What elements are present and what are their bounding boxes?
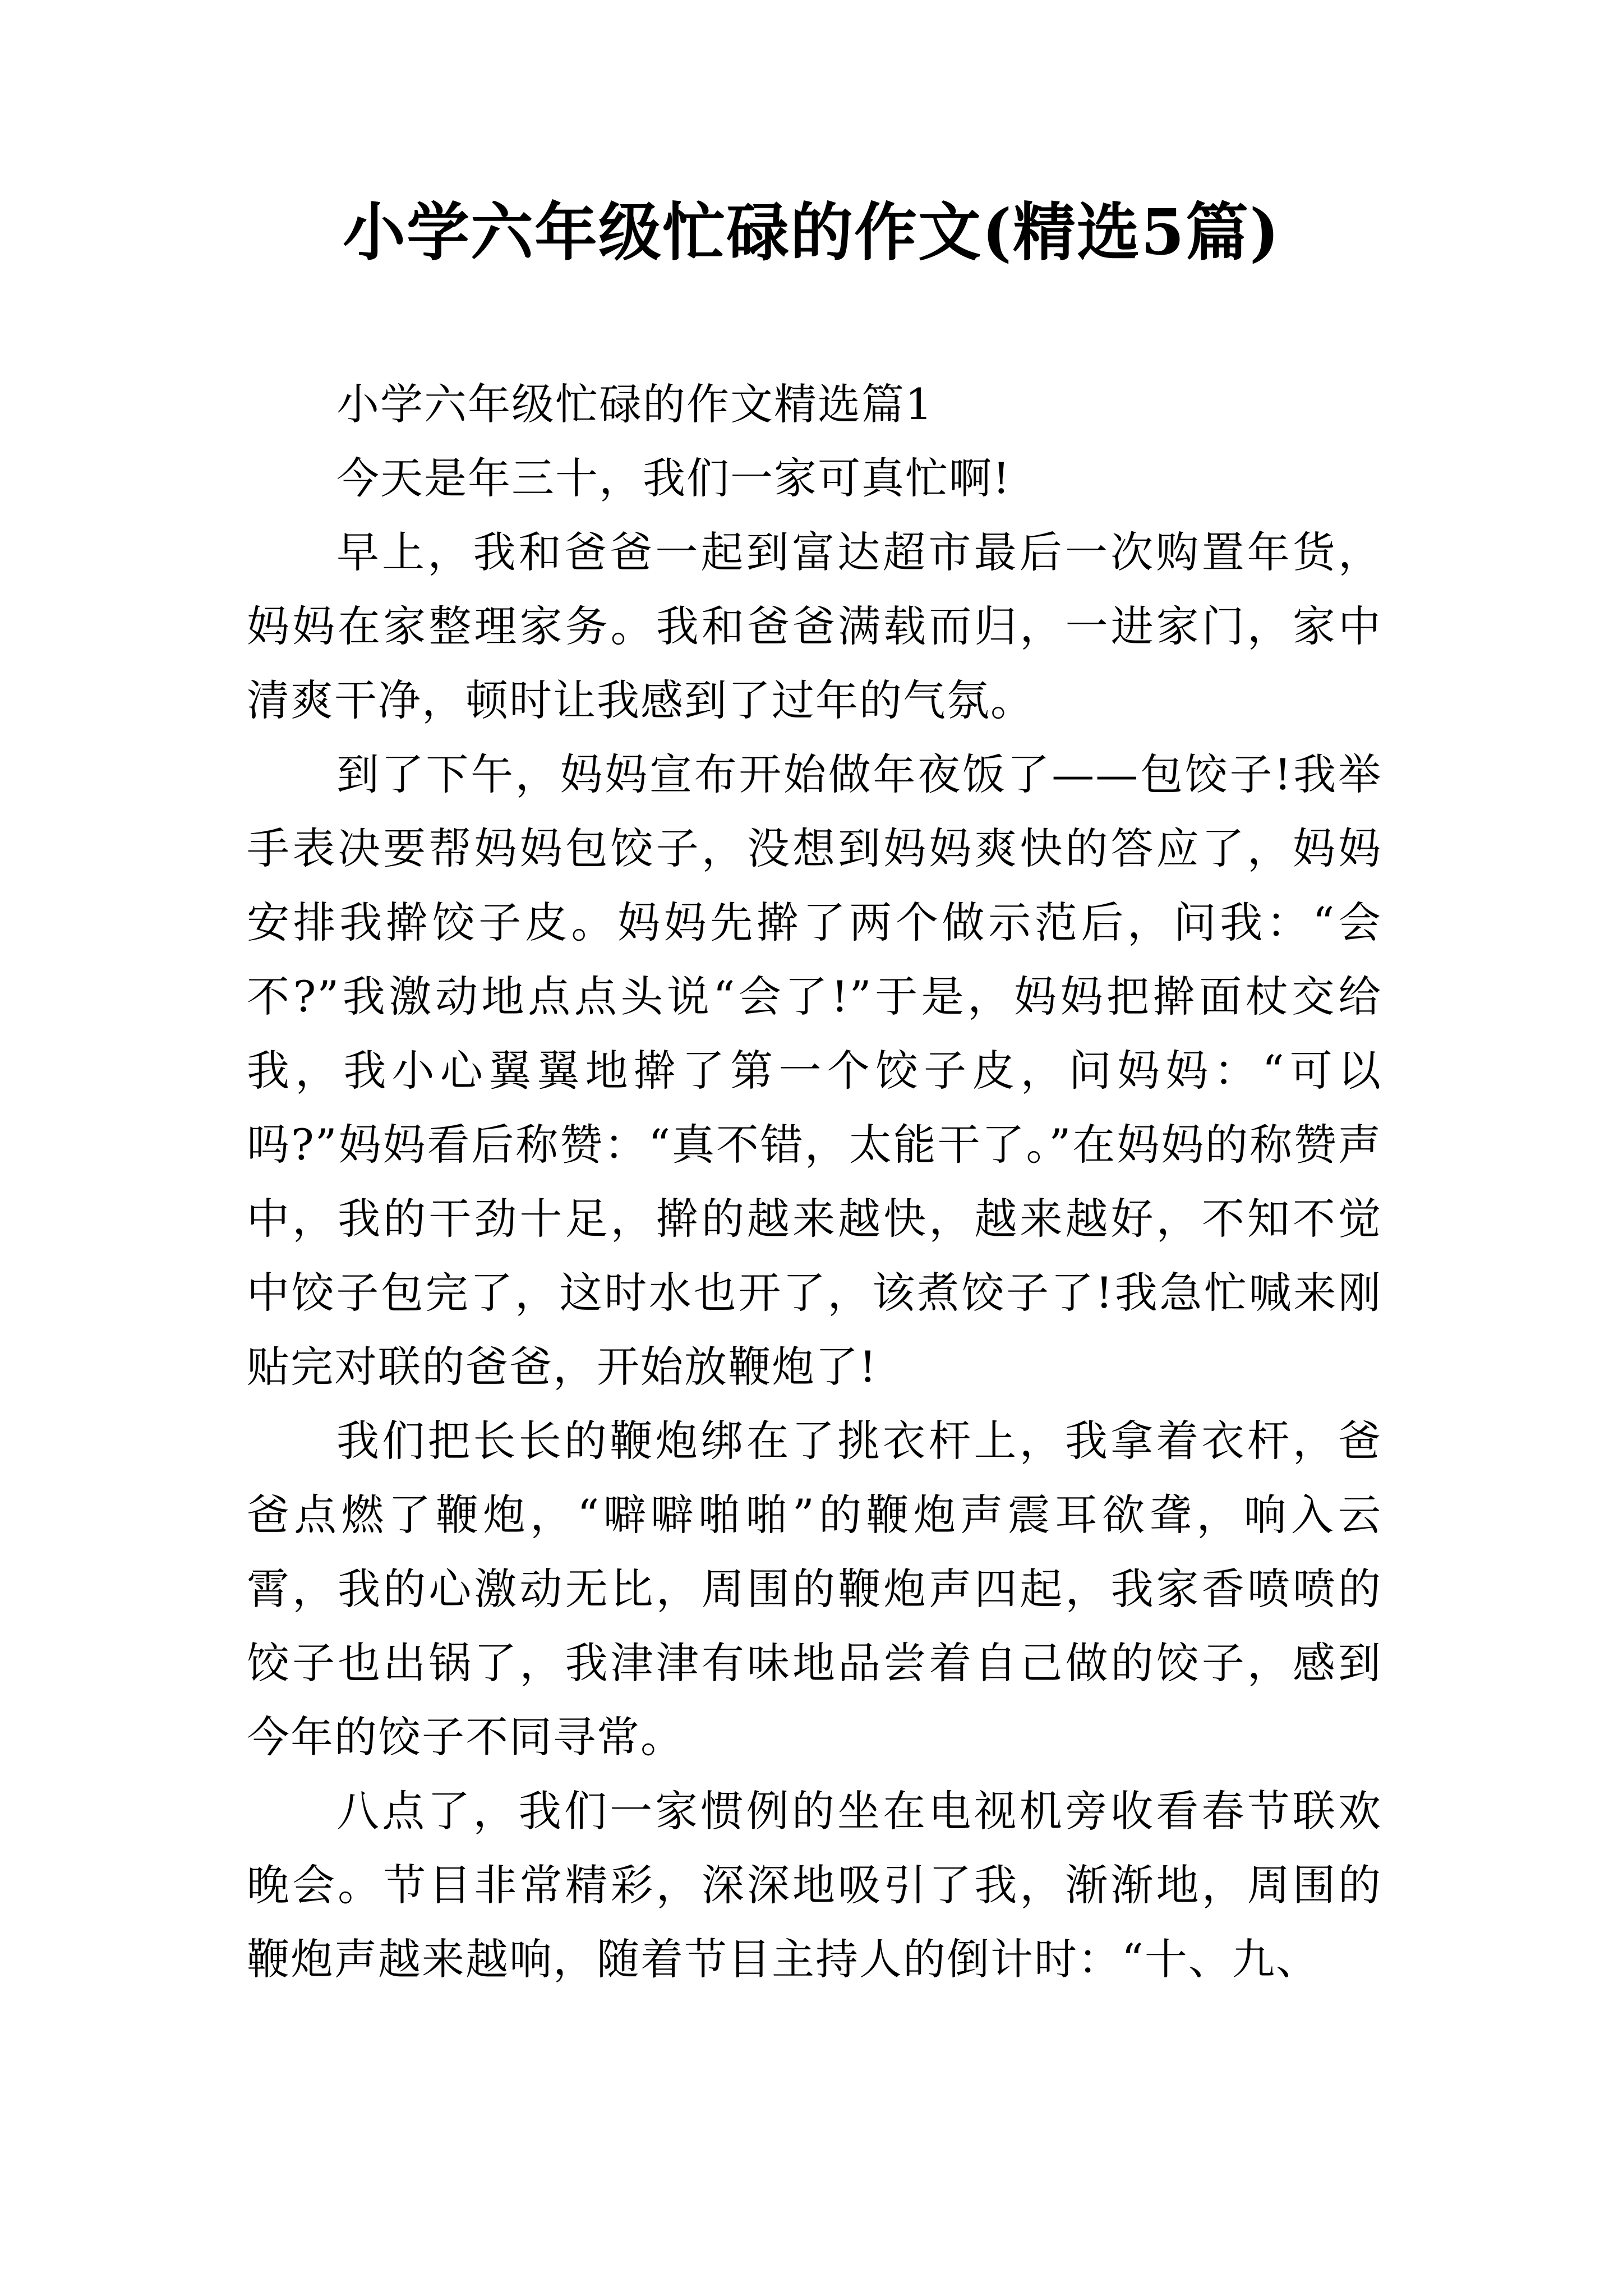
document-title: 小学六年级忙碌的作文(精选5篇) xyxy=(343,196,1280,269)
paragraph: 我们把长长的鞭炮绑在了挑衣杆上，我拿着衣杆，爸爸点燃了鞭炮，“噼噼啪啪”的鞭炮声震耳欲聋，响入云霄，我的心激动无比，周围的鞭炮声四起，我家香喷喷的饺子也出锅了，我津津有味地品尝着自己做的饺子，感到今年的饺子不同寻常。 xyxy=(247,1416,1382,1762)
paragraph: 到了下午，妈妈宣布开始做年夜饭了——包饺子!我举手表决要帮妈妈包饺子，没想到妈妈爽快的答应了，妈妈安排我擀饺子皮。妈妈先擀了两个做示范后，问我：“会不?”我激动地点点头说“会了!”于是，妈妈把擀面杖交给我，我小心翼翼地擀了第一个饺子皮，问妈妈：“可以吗?”妈妈看后称赞：“真不错，太能干了。”在妈妈的称赞声中，我的干劲十足，擀的越来越快，越来越好，不知不觉中饺子包完了，这时水也开了，该煮饺子了!我急忙喊来刚贴完对联的爸爸，开始放鞭炮了! xyxy=(247,749,1382,1392)
paragraph: 八点了，我们一家惯例的坐在电视机旁收看春节联欢晚会。节目非常精彩，深深地吸引了我，渐渐地，周围的鞭炮声越来越响，随着节目主持人的倒计时：“十、九、 xyxy=(247,1786,1382,1984)
document-body xyxy=(247,367,1382,1996)
paragraph: 今天是年三十，我们一家可真忙啊! xyxy=(336,453,1011,503)
paragraph: 早上，我和爸爸一起到富达超市最后一次购置年货，妈妈在家整理家务。我和爸爸满载而归，一进家门，家中清爽干净，顿时让我感到了过年的气氛。 xyxy=(247,527,1382,725)
section-heading: 小学六年级忙碌的作文精选篇1 xyxy=(336,379,934,429)
